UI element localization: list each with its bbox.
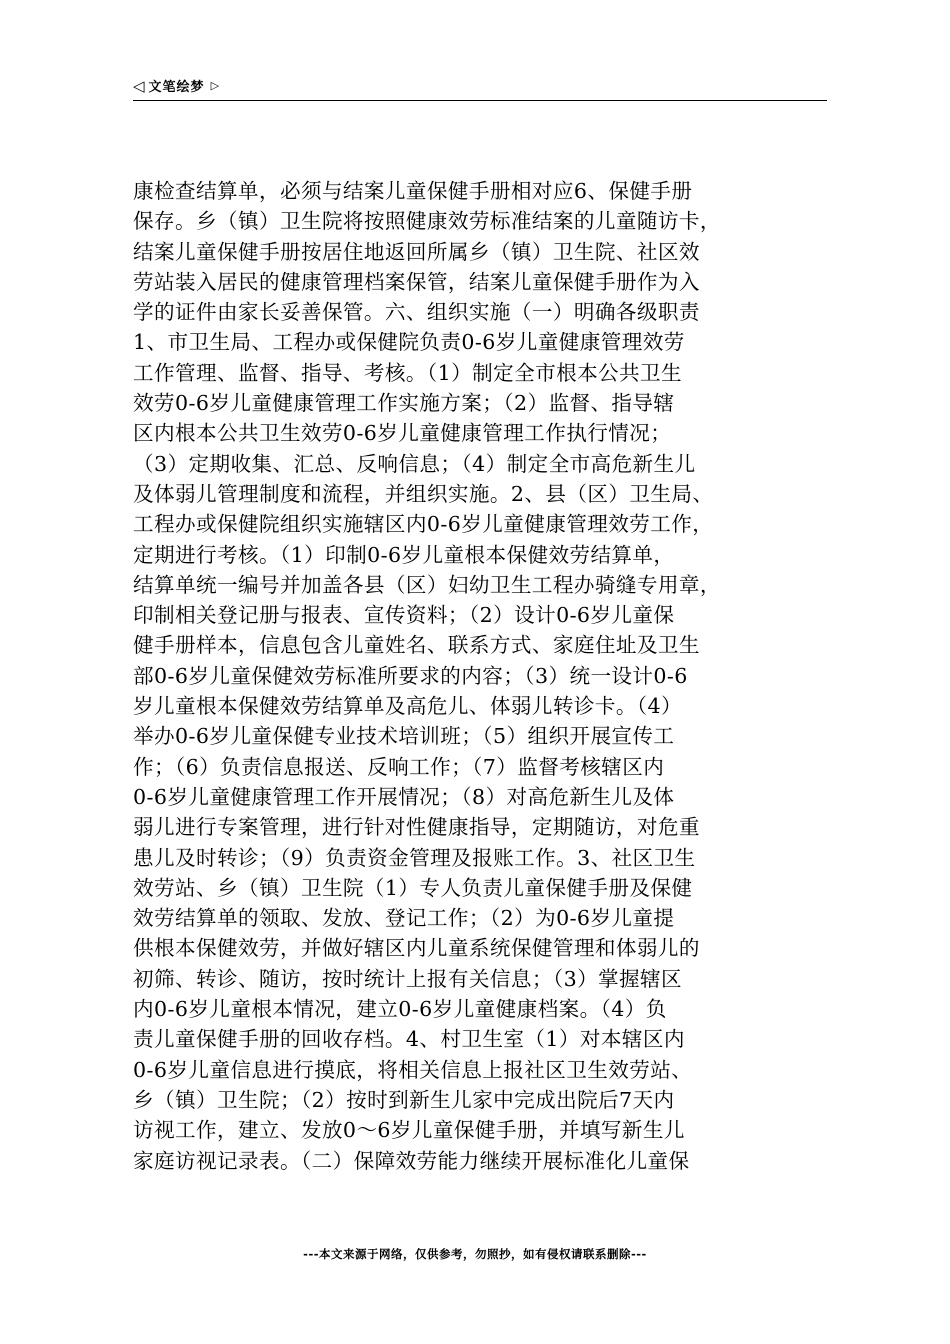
page-footer: ---本文来源于网络，仅供参考，勿照抄，如有侵权请联系删除--- (303, 1247, 647, 1261)
text-line: 患儿及时转诊；（9）负责资金管理及报账工作。3、社区卫生 (133, 845, 696, 870)
text-line: 0-6岁儿童信息进行摸底，将相关信息上报社区卫生效劳站、 (133, 1057, 693, 1082)
text-line: 责儿童保健手册的回收存档。4、村卫生室（1）对本辖区内 (133, 1027, 685, 1052)
text-line: 供根本保健效劳，并做好辖区内儿童系统保健管理和体弱儿的 (133, 936, 700, 961)
text-line: 部0-6岁儿童保健效劳标准所要求的内容；（3）统一设计0-6 (133, 663, 688, 688)
text-line: 乡（镇）卫生院；（2）按时到新生儿家中完成出院后7天内 (133, 1087, 675, 1112)
text-line: 结算单统一编号并加盖各县（区）妇幼卫生工程办骑缝专用章， (133, 572, 721, 597)
text-line: 举办0-6岁儿童保健专业技术培训班；（5）组织开展宣传工 (133, 724, 675, 749)
text-line: 劳站装入居民的健康管理档案保管，结案儿童保健手册作为入 (133, 269, 700, 294)
text-line: 及体弱儿管理制度和流程，并组织实施。2、县（区）卫生局、 (133, 481, 714, 506)
text-line: 结案儿童保健手册按居住地返回所属乡（镇）卫生院、社区效 (133, 239, 700, 264)
text-line: 访视工作，建立、发放0～6岁儿童保健手册，并填写新生儿 (133, 1118, 685, 1143)
text-line: 0-6岁儿童健康管理工作开展情况；（8）对高危新生儿及体 (133, 784, 675, 809)
page-header (133, 72, 827, 101)
text-line: 弱儿进行专案管理，进行针对性健康指导，定期随访，对危重 (133, 815, 700, 840)
text-line: 健手册样本，信息包含儿童姓名、联系方式、家庭住址及卫生 (133, 633, 700, 658)
text-line: 效劳结算单的领取、发放、登记工作；（2）为0-6岁儿童提 (133, 906, 675, 931)
text-line: 学的证件由家长妥善保管。六、组织实施（一）明确各级职责 (133, 300, 700, 325)
text-line: 内0-6岁儿童根本情况，建立0-6岁儿童健康档案。（4）负 (133, 997, 667, 1022)
brand (133, 76, 220, 95)
triangle-left-icon: ◁ (133, 76, 146, 95)
triangle-right-icon: ▷ (210, 79, 221, 92)
text-line: 康检查结算单，必须与结案儿童保健手册相对应6、保健手册 (133, 179, 693, 203)
text-line: 工程办或保健院组织实施辖区内0-6岁儿童健康管理效劳工作， (133, 512, 714, 537)
text-line: 定期进行考核。（1）印制0-6岁儿童根本保健效劳结算单， (133, 542, 675, 567)
text-line: 保存。乡（镇）卫生院将按照健康效劳标准结案的儿童随访卡， (133, 209, 721, 234)
text-line: 家庭访视记录表。（二）保障效劳能力继续开展标准化儿童保 (133, 1148, 690, 1173)
text-line: 工作管理、监督、指导、考核。（1）制定全市根本公共卫生 (133, 360, 683, 385)
text-line: 区内根本公共卫生效劳0-6岁儿童健康管理工作执行情况； (133, 421, 672, 446)
text-line: 印制相关登记册与报表、宣传资料；（2）设计0-6岁儿童保 (133, 603, 675, 628)
text-line: 初筛、转诊、随访，按时统计上报有关信息；（3）掌握辖区 (133, 966, 683, 991)
text-line: 效劳站、乡（镇）卫生院（1）专人负责儿童保健手册及保健 (133, 875, 693, 900)
text-line: 1、市卫生局、工程办或保健院负责0-6岁儿童健康管理效劳 (133, 330, 685, 355)
document-body (133, 176, 833, 1176)
text-line: 效劳0-6岁儿童健康管理工作实施方案；（2）监督、指导辖 (133, 391, 675, 416)
text-line: （3）定期收集、汇总、反响信息；（4）制定全市高危新生儿 (133, 451, 696, 476)
brand-name: 文笔绘梦 (148, 80, 205, 95)
text-line: 作；（6）负责信息报送、反响工作；（7）监督考核辖区内 (133, 754, 665, 779)
text-line: 岁儿童根本保健效劳结算单及高危儿、体弱儿转诊卡。（4） (133, 694, 683, 719)
